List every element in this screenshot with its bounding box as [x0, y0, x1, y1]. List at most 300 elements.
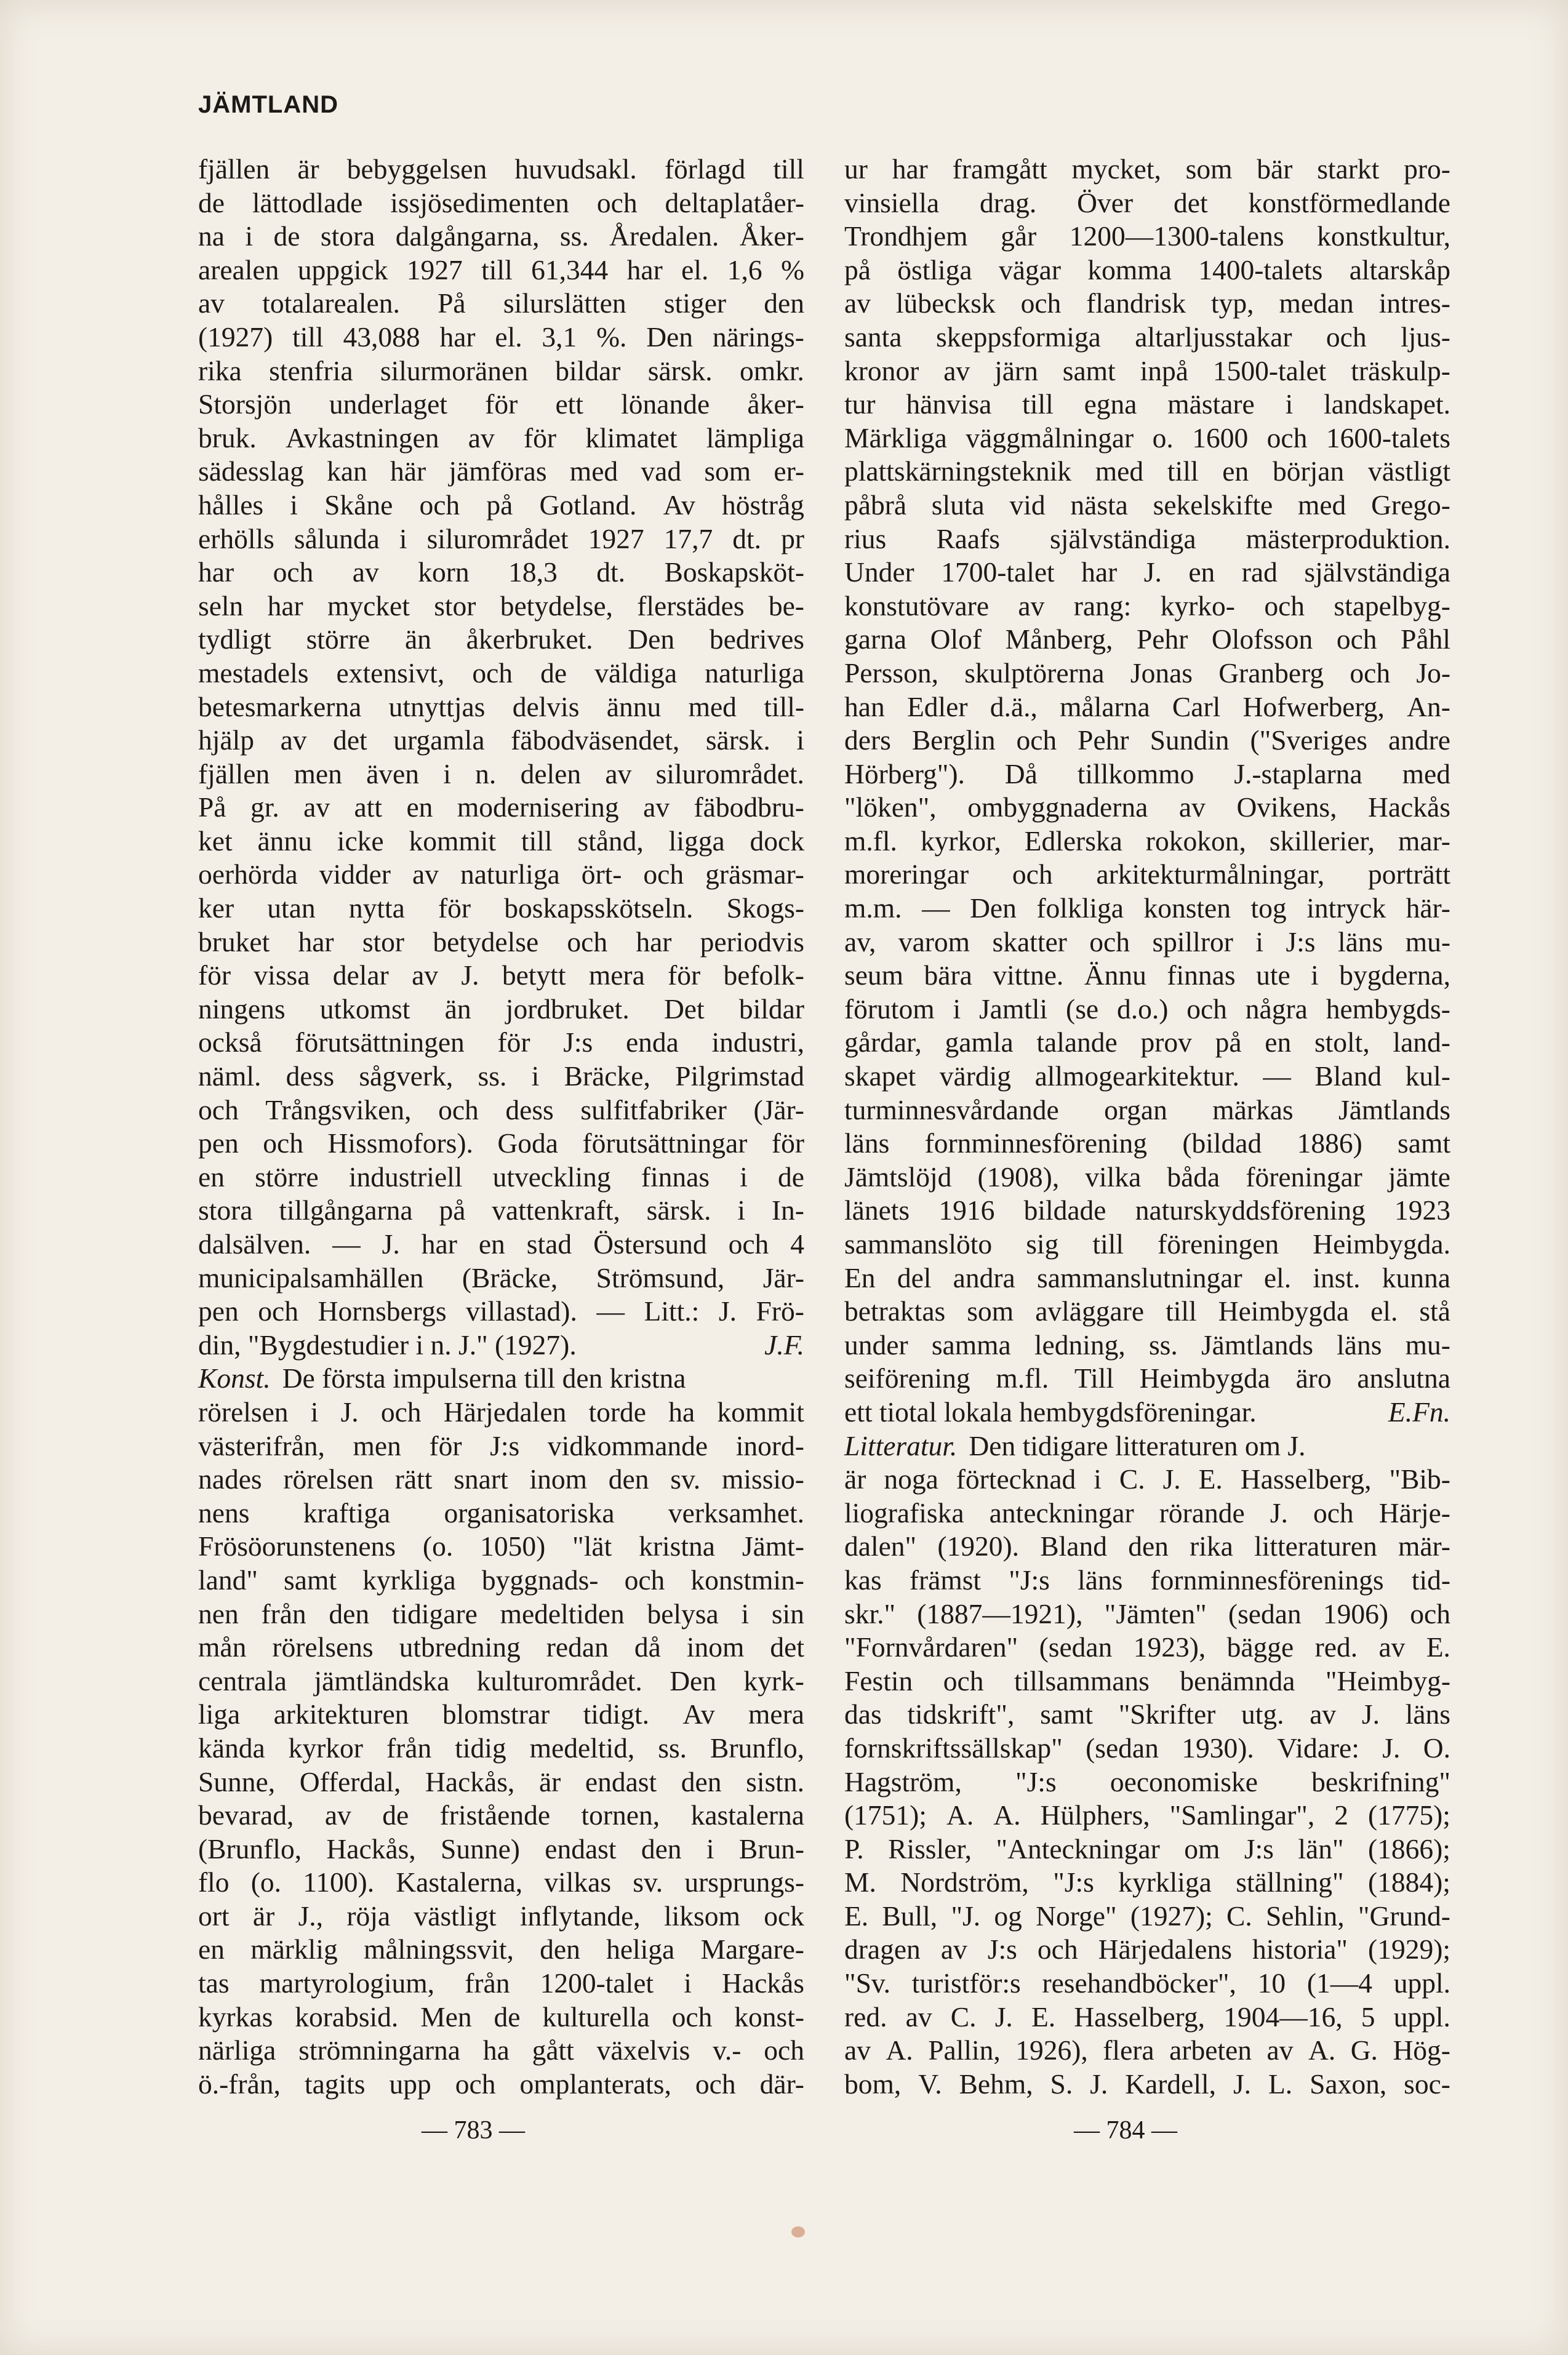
word: väggmålningar: [966, 422, 1134, 454]
word: modernisering: [457, 791, 619, 823]
text-line-signature: ett tiotal lokala hembygdsföreningar. E.Fn.: [844, 1396, 1450, 1429]
word: garna: [844, 623, 907, 655]
word: naturliga: [705, 657, 804, 689]
word: 1927: [406, 254, 463, 286]
word: liga: [198, 1698, 241, 1730]
word: ("Sveriges: [1250, 724, 1367, 756]
word: Heimbygda: [1218, 1295, 1350, 1327]
word: inord-: [735, 1429, 804, 1461]
word: Ännu: [1084, 959, 1146, 991]
word: el.: [1370, 1295, 1398, 1327]
word: 1923),: [1133, 1631, 1206, 1663]
word: Sundin: [1150, 724, 1230, 756]
word: snart: [454, 1463, 508, 1495]
word: A.: [1308, 2034, 1336, 2066]
word: konstkultur,: [1317, 220, 1450, 252]
word: In-: [771, 1194, 804, 1226]
word: rang:: [1073, 590, 1132, 622]
word: arkitekturmålningar,: [1096, 858, 1325, 890]
word: J.: [718, 1295, 737, 1327]
word: (1—4: [1306, 1967, 1372, 1999]
word: i: [531, 1060, 540, 1092]
word: den: [329, 1597, 370, 1629]
text-line: [844, 2068, 1450, 2101]
author-signature: E.Fn.: [1388, 1396, 1450, 1428]
word: för: [771, 1127, 804, 1159]
word: plattskärningsteknik: [844, 455, 1071, 487]
word: stora: [198, 1194, 253, 1226]
word: av: [1178, 791, 1206, 823]
word: rika: [1190, 1530, 1233, 1562]
word: klimatet: [585, 422, 678, 454]
word: kas: [844, 1564, 882, 1596]
word: är: [844, 1463, 866, 1495]
word: ss.: [658, 1732, 687, 1764]
text-line: [198, 892, 804, 926]
word: (bildad: [1182, 1127, 1262, 1159]
word: läns: [1337, 926, 1383, 958]
word: stolt,: [1314, 1026, 1370, 1058]
word: municipalsamhällen: [198, 1261, 424, 1293]
word: "Samlingar",: [1169, 1799, 1315, 1831]
word: historia": [1252, 1933, 1348, 1965]
word: är: [297, 153, 319, 185]
word: Hackås,: [425, 1765, 515, 1797]
word: är: [252, 1900, 275, 1932]
word: avläggare: [1035, 1295, 1145, 1327]
text-line: [198, 1463, 804, 1497]
word: Hissmofors).: [327, 1127, 473, 1159]
word: J:s: [490, 1429, 520, 1461]
word: Då: [1004, 758, 1038, 790]
word: (1866);: [1368, 1833, 1450, 1865]
word: Den: [970, 892, 1017, 924]
word: konstmin-: [690, 1564, 804, 1596]
word: betraktas: [844, 1295, 946, 1327]
text-line: [844, 2001, 1450, 2034]
word: fäbodväsendet,: [511, 724, 680, 756]
text-line: [198, 153, 804, 186]
word: i: [1255, 926, 1263, 958]
word: (1751);: [844, 1799, 927, 1831]
word: E.: [1426, 1631, 1450, 1663]
word: tidigt.: [583, 1698, 650, 1730]
word: E.: [844, 1900, 869, 1932]
word: V.: [918, 2068, 942, 2100]
text-line: [844, 455, 1450, 489]
word: Bräcke,: [564, 1060, 650, 1092]
word: läns: [1078, 1564, 1123, 1596]
word: Skåne: [324, 489, 393, 521]
word: lönande: [621, 388, 710, 420]
word: under: [844, 1329, 908, 1361]
word: %: [781, 254, 804, 286]
text-line: [198, 220, 804, 254]
word: Vidare:: [1277, 1732, 1359, 1764]
word: fornminnesförening: [924, 1127, 1148, 1159]
word: till: [481, 254, 513, 286]
word: tidigare: [391, 1597, 478, 1629]
word: urgamla: [393, 724, 485, 756]
word: till: [1166, 1295, 1197, 1327]
word: silurmoränen: [380, 354, 528, 386]
word: med: [688, 690, 737, 722]
word: (Bräcke,: [462, 1261, 558, 1293]
word: och: [764, 2034, 804, 2066]
paper-stain: [791, 2226, 805, 2237]
word: av: [412, 959, 439, 991]
word: strömningarna: [298, 2034, 460, 2066]
running-header: JÄMTLAND: [198, 91, 338, 118]
word: går: [1001, 220, 1037, 252]
text-line: [844, 1060, 1450, 1094]
word: skr.": [844, 1597, 896, 1629]
word: om: [1184, 1833, 1220, 1865]
text-line: [844, 1261, 1450, 1295]
word: silurområdet.: [655, 758, 804, 790]
word: medan: [1279, 287, 1354, 319]
word: fristående: [439, 1799, 551, 1831]
word: extensivt,: [336, 657, 445, 689]
word: betytt: [502, 959, 566, 991]
word: län": [1298, 1833, 1344, 1865]
word: sulfitfabriker: [580, 1094, 727, 1126]
word: beskrifning": [1311, 1765, 1450, 1797]
word: flo: [198, 1866, 230, 1898]
word: skatter: [992, 926, 1067, 958]
word: inpå: [1140, 354, 1188, 386]
word: J.: [1143, 556, 1162, 588]
word: i: [443, 758, 451, 790]
word: missio-: [721, 1463, 804, 1495]
word: sistn.: [746, 1765, 804, 1797]
word: konsten: [1143, 892, 1231, 924]
text-line: [198, 2068, 804, 2101]
word: skillerier,: [1269, 825, 1375, 857]
page-number-left: — 783 —: [422, 2116, 525, 2145]
word: till: [773, 153, 804, 185]
word: de: [382, 1799, 409, 1831]
word: G.: [1350, 2034, 1378, 2066]
word: A.: [946, 1799, 974, 1831]
word: och: [273, 556, 314, 588]
word: komma: [1087, 254, 1172, 286]
text-line: [844, 1665, 1450, 1698]
word: industri,: [711, 1026, 804, 1058]
text-line: [844, 1194, 1450, 1228]
word: kyrkliga: [362, 1564, 456, 1596]
word: bildar: [738, 993, 804, 1025]
text-line: [844, 892, 1450, 926]
text-line: [198, 186, 804, 220]
word: länets: [844, 1194, 910, 1226]
word: samt: [1040, 1698, 1094, 1730]
word: och: [1264, 590, 1305, 622]
word: läns: [844, 1127, 890, 1159]
word: (sedan: [1039, 1631, 1113, 1663]
text-line: [844, 1463, 1450, 1497]
word: Över: [1077, 186, 1134, 218]
word: äro: [1295, 1362, 1332, 1394]
word: typ,: [1210, 287, 1254, 319]
word: talande: [1036, 1026, 1118, 1058]
text-line: [844, 1933, 1450, 1967]
word: endast: [585, 1765, 657, 1797]
word: 1930).: [1182, 1732, 1254, 1764]
word: konst-: [734, 2001, 804, 2033]
word: land": [198, 1564, 258, 1596]
word: benämnda: [1180, 1665, 1295, 1697]
text-line: [198, 354, 804, 388]
text-line: [198, 2034, 804, 2068]
text-line: [198, 1396, 804, 1429]
word: "löken",: [844, 791, 937, 823]
word: förtecknad: [956, 1463, 1076, 1495]
word: gårdar,: [844, 1026, 922, 1058]
word: 1,6: [727, 254, 762, 286]
word: Hagström,: [844, 1765, 962, 1797]
word: där-: [759, 2068, 804, 2100]
word: den: [641, 1833, 682, 1865]
word: Skogs-: [726, 892, 804, 924]
text-line: [198, 422, 804, 455]
word: i: [1311, 959, 1319, 991]
word: 1904—16,: [1223, 2001, 1343, 2033]
word: befolk-: [723, 959, 804, 991]
word: tornen,: [581, 1799, 660, 1831]
word: fornskriftssällskap": [844, 1732, 1063, 1764]
word: periodvis: [700, 926, 804, 958]
word: prov: [1140, 1026, 1192, 1058]
word: medeltiden: [500, 1597, 625, 1629]
word: fäbodbru-: [694, 791, 804, 823]
word: Grego-: [1371, 489, 1450, 521]
text-line: [844, 254, 1450, 287]
word: Boskapsköt-: [664, 556, 804, 588]
word: hjälp: [198, 724, 254, 756]
word: mästare: [1167, 388, 1255, 420]
word: från: [386, 1732, 432, 1764]
word: P.: [844, 1833, 864, 1865]
word: Storsjön: [198, 388, 292, 420]
word: även: [366, 758, 419, 790]
word: (o.: [422, 1530, 454, 1562]
text-line: [844, 791, 1450, 825]
word: Sunne): [441, 1833, 520, 1865]
word: mär-: [1398, 1530, 1450, 1562]
word: Edler: [906, 690, 968, 722]
word: av,: [844, 926, 876, 958]
text-line: [198, 993, 804, 1026]
word: delar: [332, 959, 389, 991]
word: medeltid,: [529, 1732, 635, 1764]
word: ningens: [198, 993, 286, 1025]
word: dess: [505, 1094, 554, 1126]
word: organisatoriska: [444, 1497, 615, 1529]
text-line: [198, 1765, 804, 1799]
text-line: [198, 1161, 804, 1194]
word: "Heimbyg-: [1325, 1665, 1450, 1697]
word: i: [310, 1396, 319, 1428]
word: 1050): [480, 1530, 546, 1562]
text-line: [198, 1866, 804, 1900]
word: An-: [1407, 690, 1450, 722]
word: Hörberg").: [844, 758, 965, 790]
word: flerstädes: [637, 590, 745, 622]
word: gr.: [250, 791, 279, 823]
word: "J:s: [1009, 1564, 1050, 1596]
word: kan: [327, 455, 367, 487]
word: Sunne,: [198, 1765, 276, 1797]
word: lübecksk: [895, 287, 996, 319]
word: (1884);: [1367, 1866, 1450, 1898]
word: Pallin,: [928, 2034, 1001, 2066]
word: Heimbygda.: [1313, 1228, 1450, 1260]
word: 1906): [1322, 1597, 1389, 1629]
word: Brunflo,: [710, 1732, 804, 1764]
word: intres-: [1378, 287, 1450, 319]
word: tas: [198, 1967, 230, 1999]
word: har: [892, 153, 928, 185]
word: m.fl.: [844, 825, 897, 857]
word: Till: [1074, 1362, 1114, 1394]
word: delen: [520, 758, 582, 790]
word: uppgick: [297, 254, 388, 286]
word: arealen: [198, 254, 279, 286]
word: torde: [588, 1396, 647, 1428]
word: jordbruket.: [505, 993, 630, 1025]
word: målningssvit,: [363, 1933, 514, 1965]
word: egna: [1084, 388, 1137, 420]
word: Under: [844, 556, 914, 588]
word: icke: [337, 825, 384, 857]
word: i: [953, 993, 961, 1025]
word: vid: [1009, 489, 1046, 521]
author-signature: J.F.: [764, 1329, 804, 1361]
word: Hackås: [1368, 791, 1450, 823]
word: samma: [931, 1329, 1011, 1361]
word: S.: [1050, 2068, 1073, 2100]
word: för: [485, 388, 518, 420]
word: Bull,: [882, 1900, 938, 1932]
word: "Bib-: [1389, 1463, 1450, 1495]
word: Strömsund,: [596, 1261, 725, 1293]
word: förutsättningen: [295, 1026, 465, 1058]
word: seln: [198, 590, 244, 622]
word: av: [905, 2001, 932, 2033]
word: och: [1410, 1597, 1450, 1629]
word: av: [1018, 590, 1045, 622]
word: 18,3: [508, 556, 558, 588]
word: nästa: [1070, 489, 1128, 521]
word: pr: [781, 522, 804, 554]
word: och: [1313, 1497, 1354, 1529]
word: förlagd: [664, 153, 746, 185]
word: rokokon,: [1145, 825, 1246, 857]
word: som: [967, 1295, 1014, 1327]
word: el.: [495, 321, 522, 353]
word: med: [569, 455, 618, 487]
text-line: [844, 1765, 1450, 1799]
word: ha: [482, 2034, 510, 2066]
word: varom: [898, 926, 970, 958]
word: Åker-: [739, 220, 804, 252]
word: altarskåp: [1349, 254, 1450, 286]
word: betydelse: [433, 926, 539, 958]
word: Åredalen.: [609, 220, 719, 252]
word: Gotland.: [539, 489, 637, 521]
word: silurslätten: [503, 287, 626, 319]
word: En: [844, 1261, 876, 1293]
text-line: [844, 220, 1450, 254]
word: de: [198, 186, 225, 218]
word: andre: [1388, 724, 1450, 756]
word: i: [740, 1161, 748, 1193]
word: ders: [844, 724, 891, 756]
word: Edlerska: [1024, 825, 1122, 857]
word: "Anteckningar: [996, 1833, 1160, 1865]
word: och: [1089, 926, 1130, 958]
word: den: [608, 1463, 649, 1495]
word: inst.: [1313, 1261, 1361, 1293]
word: självständiga: [1049, 522, 1196, 554]
word: kyrkas: [198, 2001, 273, 2033]
word: pen: [198, 1295, 239, 1327]
word: betesmarkerna: [198, 690, 362, 722]
text-line: [844, 1094, 1450, 1127]
word: och: [643, 858, 684, 890]
word: Margare-: [700, 1933, 804, 1965]
word: finnas: [1167, 959, 1236, 991]
word: en: [1265, 1026, 1292, 1058]
word: seum: [844, 959, 904, 991]
word: korabsid.: [295, 2001, 399, 2033]
word: tillkommo: [1077, 758, 1194, 790]
word: På: [438, 287, 466, 319]
word: ss.: [478, 1060, 507, 1092]
word: tid-: [1411, 1564, 1450, 1596]
word: än: [444, 993, 471, 1025]
word: Bland: [1040, 1530, 1107, 1562]
word: er-: [774, 455, 804, 487]
word: för: [198, 959, 231, 991]
word: vidkommande: [547, 1429, 708, 1461]
word: Jonas: [1130, 657, 1193, 689]
word: (1927);: [1130, 1900, 1213, 1932]
word: bevarad,: [198, 1799, 294, 1831]
word: redan: [546, 1631, 609, 1663]
word: Jo-: [1416, 657, 1450, 689]
word: dalsälven.: [198, 1228, 311, 1260]
word: främst: [909, 1564, 982, 1596]
word: fjällen: [198, 758, 270, 790]
word: sammanslöto: [844, 1228, 993, 1260]
word: arkitekturen: [273, 1698, 409, 1730]
word: kända: [198, 1732, 265, 1764]
text-line: [844, 522, 1450, 556]
word: av: [940, 1933, 967, 1965]
text-line: [844, 1866, 1450, 1900]
word: målarna: [1060, 690, 1150, 722]
word: stenfria: [269, 354, 353, 386]
word: moreringar: [844, 858, 969, 890]
word: ö.-från,: [198, 2068, 281, 2100]
word: i: [796, 724, 804, 756]
word: "Sv.: [844, 1967, 891, 1999]
word: betydelse,: [500, 590, 613, 622]
text-line: [844, 1900, 1450, 1933]
text-line: [198, 657, 804, 690]
